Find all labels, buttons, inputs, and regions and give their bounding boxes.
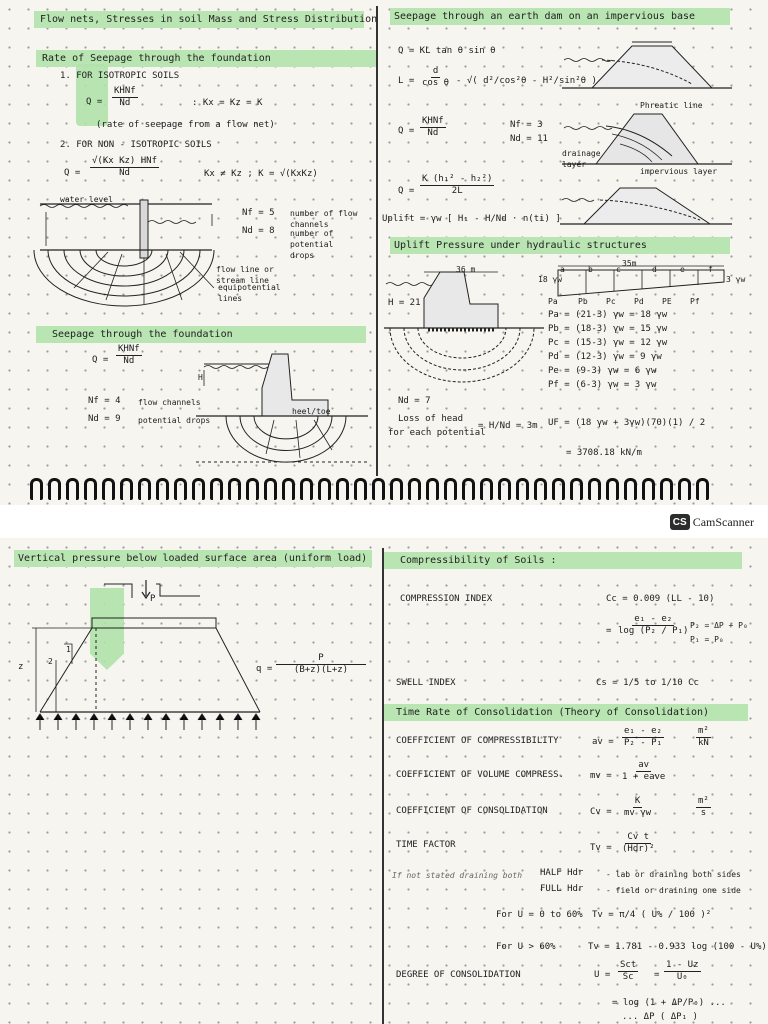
- nf4-description: flow channels: [138, 398, 201, 407]
- tf-numerator: Cv t: [627, 832, 650, 842]
- q1-fraction: [112, 86, 138, 109]
- doc-numerator-2: 1 - Uz: [666, 960, 699, 970]
- doc-lhs: U =: [594, 970, 611, 980]
- label-drainage: drainage layer: [562, 149, 601, 169]
- bar-label-pa: Pa: [548, 297, 558, 306]
- nd9-description: potential drops: [138, 416, 211, 425]
- dim-35m: 35m: [622, 259, 637, 268]
- eq-l-denominator: cos θ: [422, 78, 450, 88]
- slope-label-1: 1: [66, 645, 71, 654]
- section-title-flow-nets: Flow nets, Stresses in soil Mass and Stress Distribution: [40, 14, 378, 25]
- q2-fraction: [90, 156, 159, 179]
- nf-value: Nf = 5: [242, 208, 275, 218]
- cv-lhs: Cv =: [590, 807, 612, 817]
- eq-ci-equals: =: [606, 626, 612, 636]
- bar-label-pe: PE: [662, 297, 672, 306]
- u-gt-60-eq: Tv = 1.781 - 0.933 log (100 - U%): [588, 942, 767, 952]
- uplift-force-eq: UF = (18 γw + 3γw)(70)(1) / 2: [548, 418, 706, 428]
- eq-l-root: - √( d²/cos²θ - H²/sin²θ ): [456, 76, 597, 86]
- u-gt-60-label: For U > 60%: [496, 942, 556, 952]
- slope-label-2: 2: [48, 657, 53, 666]
- bar-label-pf: Pf: [690, 297, 700, 306]
- tf-fraction: [620, 832, 657, 855]
- q3-lhs: Q =: [92, 355, 109, 365]
- point-f: f: [708, 265, 713, 274]
- av-numerator: e₁ - e₂: [624, 726, 662, 736]
- cv-fraction: [622, 796, 653, 819]
- bar-label-pd: Pd: [634, 297, 644, 306]
- point-d: d: [652, 265, 657, 274]
- q2-denominator: Nd: [119, 168, 130, 178]
- nd9-value: Nd = 9: [88, 414, 121, 424]
- u-0-60-label: For U = 0 to 60%: [496, 910, 583, 920]
- av-unit-denominator: kN: [698, 738, 709, 748]
- label-degree-consolidation: DEGREE OF CONSOLIDATION: [396, 970, 521, 980]
- eq-uplift: Uplift = γw [ H₁ - H/Nd · n(ti) ]: [382, 214, 561, 224]
- ci-note-p2: P₂ = ΔP + P₀: [690, 621, 748, 630]
- camscanner-badge: [670, 514, 754, 530]
- heading-seepage-foundation: Seepage through the foundation: [52, 329, 233, 340]
- section-title-vertical-pressure: Vertical pressure below loaded surface area (uniform load): [18, 553, 368, 564]
- eq-l-numerator: d: [432, 66, 439, 76]
- pressure-pf: Pf = (6-3) γw = 3 γw: [548, 380, 657, 390]
- av-lhs: av =: [592, 737, 614, 747]
- bar-left-value: 18 γw: [538, 275, 563, 284]
- eq-l-lhs: L =: [398, 76, 415, 86]
- loss-of-head-eq: = H/Nd = 3m: [478, 421, 538, 431]
- label-impervious: impervious layer: [640, 167, 718, 176]
- doc-eq-4: ... ΔP ( ΔP₁ ): [622, 1012, 698, 1022]
- full-hdr-desc: - field or draining one side: [606, 886, 741, 895]
- earth-dam-diagram: [562, 38, 732, 96]
- cv-unit-denominator: s: [700, 808, 707, 818]
- pressure-pd: Pd = (12-3) γw = 9 γw: [548, 352, 662, 362]
- point-b: b: [588, 265, 593, 274]
- eq-q2-fraction: [420, 174, 494, 197]
- eq-compression-index: Cc = 0.009 (LL - 10): [606, 594, 715, 604]
- doc-eq-3: = log (1 + ΔP/P₀) ...: [612, 998, 726, 1008]
- camscanner-logo-icon: CS: [670, 514, 690, 530]
- load-distribution-diagram: [20, 574, 273, 734]
- label-water-level: water level: [60, 195, 113, 204]
- q2-condition: Kx ≠ Kz ; K = √(KxKz): [204, 169, 318, 179]
- q1-note: (rate of seepage from a flow net): [96, 120, 275, 130]
- doc-numerator: Sct: [620, 960, 637, 970]
- bar-label-pc: Pc: [606, 297, 616, 306]
- point-a: a: [560, 265, 565, 274]
- eq-q2-denominator: 2L: [451, 186, 463, 196]
- dim-36m: 36 m: [456, 265, 476, 274]
- hydraulic-structure-diagram: [384, 258, 544, 388]
- eq-l-fraction: [420, 66, 451, 89]
- doc-equals: =: [654, 970, 660, 980]
- h21-label: H = 21: [388, 298, 421, 308]
- q3-fraction: [116, 344, 142, 367]
- q1-numerator: KHNf: [114, 86, 136, 96]
- label-swell-index: SWELL INDEX: [396, 678, 456, 688]
- q-fraction: [276, 653, 366, 676]
- page-divider-bottom: [382, 548, 384, 1024]
- scan-gap: [0, 505, 768, 538]
- ci-numerator: e₁ - e₂: [634, 614, 673, 624]
- half-hdr-label: HALF Hdr: [540, 868, 584, 878]
- load-p-label: P: [150, 594, 156, 604]
- label-compression-index: COMPRESSION INDEX: [400, 594, 493, 604]
- label-av: COEFFICIENT OF COMPRESSIBILITY: [396, 736, 559, 746]
- spiral-binding: [30, 478, 740, 502]
- eq-q-fraction: [420, 116, 446, 139]
- doc-fraction: [618, 960, 638, 983]
- cv-denominator: mv γw: [624, 808, 652, 818]
- half-hdr-desc: - lab or draining both sides: [606, 870, 741, 879]
- label-phreatic: Phreatic line: [640, 101, 703, 110]
- q1-lhs: Q =: [86, 97, 103, 107]
- camscanner-name: CamScanner: [692, 514, 754, 529]
- doc-denominator: Sc: [622, 972, 634, 982]
- ci-fraction: [616, 614, 690, 637]
- tf-lhs: Tv =: [590, 843, 612, 853]
- label-equipotential: equipotential lines: [218, 283, 281, 303]
- label-isotropic: 1. FOR ISOTROPIC SOILS: [60, 71, 180, 81]
- notebook-page-bottom: [0, 538, 768, 1024]
- nd-value: Nd = 8: [242, 226, 275, 236]
- eq-q2-lhs: Q =: [398, 186, 415, 196]
- tf-denominator: (Hdr)²: [622, 844, 655, 854]
- u-0-60-eq: Tv = π/4 ( U% / 100 )²: [592, 910, 712, 920]
- label-cv: COEFFICIENT OF CONSOLIDATION: [396, 806, 548, 816]
- eq-q-lhs: Q =: [398, 126, 415, 136]
- full-hdr-label: FULL Hdr: [540, 884, 584, 894]
- cv-unit: [696, 796, 711, 819]
- q-numerator: P: [276, 653, 366, 665]
- q3-denominator: Nd: [123, 356, 135, 366]
- ci-note-p1: P₁ = P₀: [690, 635, 724, 644]
- pressure-pc: Pc = (15-3) γw = 12 γw: [548, 338, 668, 348]
- bar-label-pb: Pb: [578, 297, 588, 306]
- pressure-pa: Pa = (21-3) γw = 18 γw: [548, 310, 668, 320]
- mv-numerator: av: [638, 760, 650, 770]
- mv-denominator: 1 + eave: [622, 772, 666, 782]
- eq-seepage-q: Q = KL tan θ sin θ: [398, 46, 496, 56]
- nd11-value: Nd = 11: [510, 134, 548, 144]
- depth-z-label: z: [18, 662, 24, 672]
- loss-of-head-line1: Loss of head: [398, 414, 464, 424]
- nf-description: number of flow channels: [290, 209, 358, 229]
- section-title-compressibility: Compressibility of Soils :: [400, 555, 557, 566]
- dam-flow-net-diagram: [196, 350, 368, 472]
- cv-numerator: K: [634, 796, 641, 806]
- heel-label: heel/toe: [292, 407, 331, 416]
- earth-dam-drain-diagram: [560, 178, 732, 234]
- eq-q2-numerator: K (h₁² - h₂²): [422, 174, 493, 184]
- av-unit: [696, 726, 711, 749]
- dam-h-label: H: [198, 373, 203, 382]
- uplift-force-result: = 3708.18 kN/m: [566, 448, 642, 458]
- page-divider: [376, 6, 378, 476]
- label-mv: COEFFICIENT OF VOLUME COMPRESS.: [396, 770, 564, 780]
- heading-uplift-pressure: Uplift Pressure under hydraulic structures: [394, 240, 647, 251]
- q3-numerator: KHNf: [118, 344, 140, 354]
- q2-numerator: √(Kx Kz) HNf: [92, 156, 158, 166]
- cv-unit-numerator: m²: [698, 796, 709, 806]
- nd7-value: Nd = 7: [398, 396, 431, 406]
- av-fraction: [622, 726, 664, 749]
- q-denominator: (B+z)(L+z): [293, 665, 349, 675]
- q1-denominator: Nd: [119, 98, 131, 108]
- point-c: c: [616, 265, 621, 274]
- nf3-value: Nf = 3: [510, 120, 543, 130]
- eq-q-denominator: Nd: [427, 128, 439, 138]
- ci-denominator: log (P₂ / P₁): [618, 626, 689, 636]
- flow-net-diagram: [36, 196, 216, 308]
- nd-description: number of potential drops: [290, 229, 334, 260]
- pressure-pe: Pe = (9-3) γw = 6 γw: [548, 366, 657, 376]
- mv-fraction: [620, 760, 667, 783]
- heading-time-rate: Time Rate of Consolidation (Theory of Consolidation): [396, 707, 710, 718]
- q-lhs: q =: [256, 664, 273, 674]
- av-denominator: P₂ - P₁: [624, 738, 662, 748]
- mv-lhs: mv =: [590, 771, 612, 781]
- doc-fraction-2: [664, 960, 701, 983]
- label-non-isotropic: 2. FOR NON - ISOTROPIC SOILS: [60, 140, 212, 150]
- section-title-earth-dam: Seepage through an earth dam on an impervious base: [394, 11, 696, 22]
- label-flow-line: flow line or stream line: [216, 265, 274, 285]
- note-draining: If not stated draining both: [392, 871, 523, 880]
- q1-condition: : Kx = Kz = K: [192, 98, 263, 108]
- pressure-pb: Pb = (18-3) γw = 15 γw: [548, 324, 668, 334]
- heading-rate-of-seepage: Rate of Seepage through the foundation: [42, 53, 271, 64]
- av-unit-numerator: m²: [698, 726, 709, 736]
- notebook-page-top: [0, 0, 768, 505]
- nf4-value: Nf = 4: [88, 396, 121, 406]
- eq-q-numerator: KHNf: [422, 116, 444, 126]
- bar-right-value: 3 γw: [726, 275, 746, 284]
- eq-swell-index: Cs = 1/5 to 1/10 Cc: [596, 678, 699, 688]
- label-time-factor: TIME FACTOR: [396, 840, 456, 850]
- q2-lhs: Q =: [64, 168, 81, 178]
- doc-denominator-2: U₀: [676, 972, 688, 982]
- loss-of-head-line2: for each potential: [388, 428, 486, 438]
- point-e: e: [680, 265, 685, 274]
